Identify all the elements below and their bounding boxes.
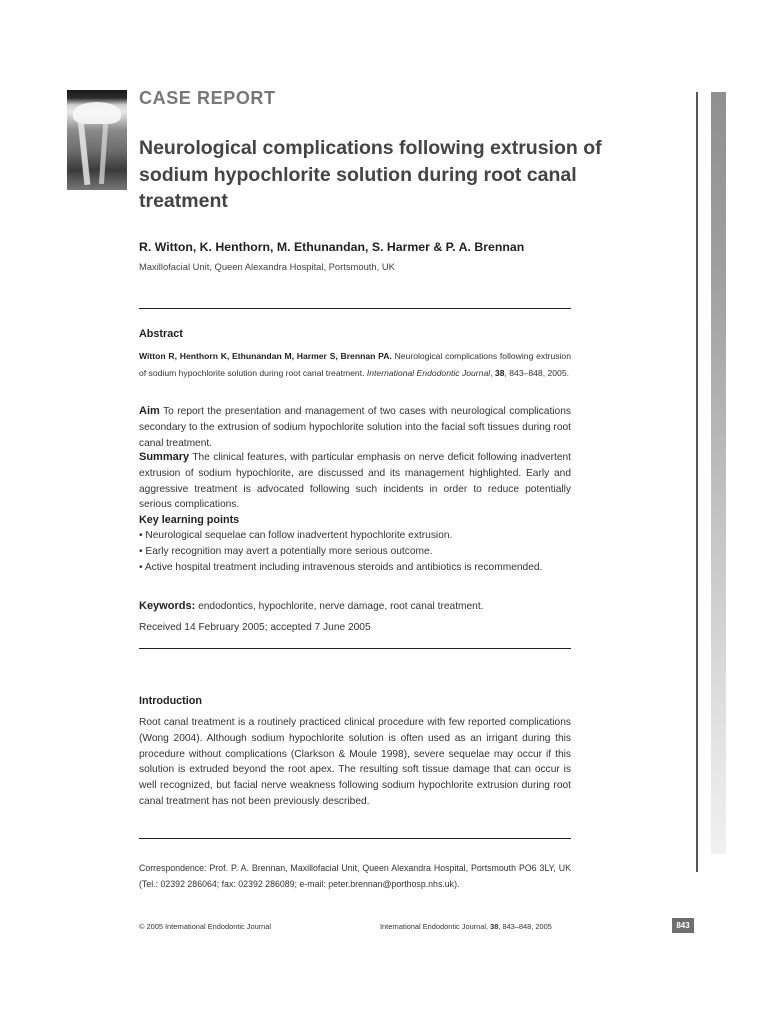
divider-bottom (139, 838, 571, 839)
key-points-heading: Key learning points (139, 514, 240, 526)
introduction-heading: Introduction (139, 695, 202, 707)
section-label: CASE REPORT (139, 88, 276, 108)
summary-label: Summary (139, 451, 190, 463)
radiograph-thumbnail (67, 90, 127, 190)
page-number-badge: 843 (672, 918, 694, 933)
key-point-item: • Active hospital treatment including intravenous steroids and antibiotics is recommended. (139, 562, 543, 573)
margin-rule (696, 92, 698, 872)
footer-volume: 38 (490, 922, 499, 931)
summary-text: The clinical features, with particular emphasis on nerve deficit following inadvertent extrusion of sodium hypochlorite, are discussed and its management highlighted. Early and aggressive treatment is advocated following such incidents in order to reduce potentially serious complications. (139, 452, 571, 511)
footer-copyright: © 2005 International Endodontic Journal (139, 922, 271, 931)
citation-title: Neurological complications following extrusion of sodium hypochlorite solution during root canal treatment. (139, 351, 571, 378)
author-list: R. Witton, K. Henthorn, M. Ethunandan, S. Harmer & P. A. Brennan (139, 240, 525, 254)
keywords-line (139, 599, 571, 615)
footer-journal: International Endodontic Journal, (380, 922, 491, 931)
citation-pages: , 843–848, 2005. (504, 367, 569, 378)
footer-journal-ref (380, 922, 552, 931)
key-point-item: • Early recognition may avert a potentially more serious outcome. (139, 546, 433, 557)
aim-label: Aim (139, 405, 160, 417)
citation: Witton R, Henthorn K, Ethunandan M, Harmer S, Brennan PA. Neurological complications following extrusion of sodium hypochlorite solution during root canal treatment. International Endodontic Journal, 38, 843–848, 2005. (139, 351, 571, 378)
citation-authors: Witton R, Henthorn K, Ethunandan M, Harmer S, Brennan PA. (139, 351, 392, 361)
key-point-item: • Neurological sequelae can follow inadvertent hypochlorite extrusion. (139, 530, 453, 541)
article-title: Neurological complications following extrusion of sodium hypochlorite solution during root canal treatment (139, 137, 602, 212)
affiliation: Maxillofacial Unit, Queen Alexandra Hospital, Portsmouth, UK (139, 261, 395, 272)
keywords-label: Keywords: (139, 600, 196, 612)
citation-volume: 38 (494, 367, 505, 378)
footer-pages: , 843–848, 2005 (498, 922, 552, 931)
summary-paragraph (139, 450, 571, 513)
keywords-text: endodontics, hypochlorite, nerve damage, root canal treatment. (195, 601, 484, 612)
aim-paragraph (139, 404, 571, 451)
introduction-body: Root canal treatment is a routinely practiced clinical procedure with few reported complications (Wong 2004). Although sodium hypochlorite solution is often used as an irrigant during this procedure without complications (Clarkson & Moule 1998), severe sequelae may occur if this solution is extruded beyond the root apex. The resulting soft tissue damage that can occur is well recognized, but facial nerve weakness following sodium hypochlorite extrusion during root canal treatment has not been previously described. (139, 717, 571, 807)
divider-top (139, 308, 571, 309)
divider-middle (139, 648, 571, 649)
margin-gradient-bar (711, 92, 726, 854)
citation-journal: International Endodontic Journal (366, 367, 491, 378)
aim-text: To report the presentation and management of two cases with neurological complications secondary to the extrusion of sodium hypochlorite solution into the facial soft tissues during root canal treatment. (139, 406, 571, 449)
abstract-heading: Abstract (139, 328, 183, 340)
received-date: Received 14 February 2005; accepted 7 June 2005 (139, 622, 371, 633)
correspondence-note: Correspondence: Prof. P. A. Brennan, Maxillofacial Unit, Queen Alexandra Hospital, Portsmouth PO6 3LY, UK (Tel.: 02392 286064; fax: 02392 286089; e-mail: peter.brennan@porthosp.nhs.uk). (139, 863, 571, 889)
